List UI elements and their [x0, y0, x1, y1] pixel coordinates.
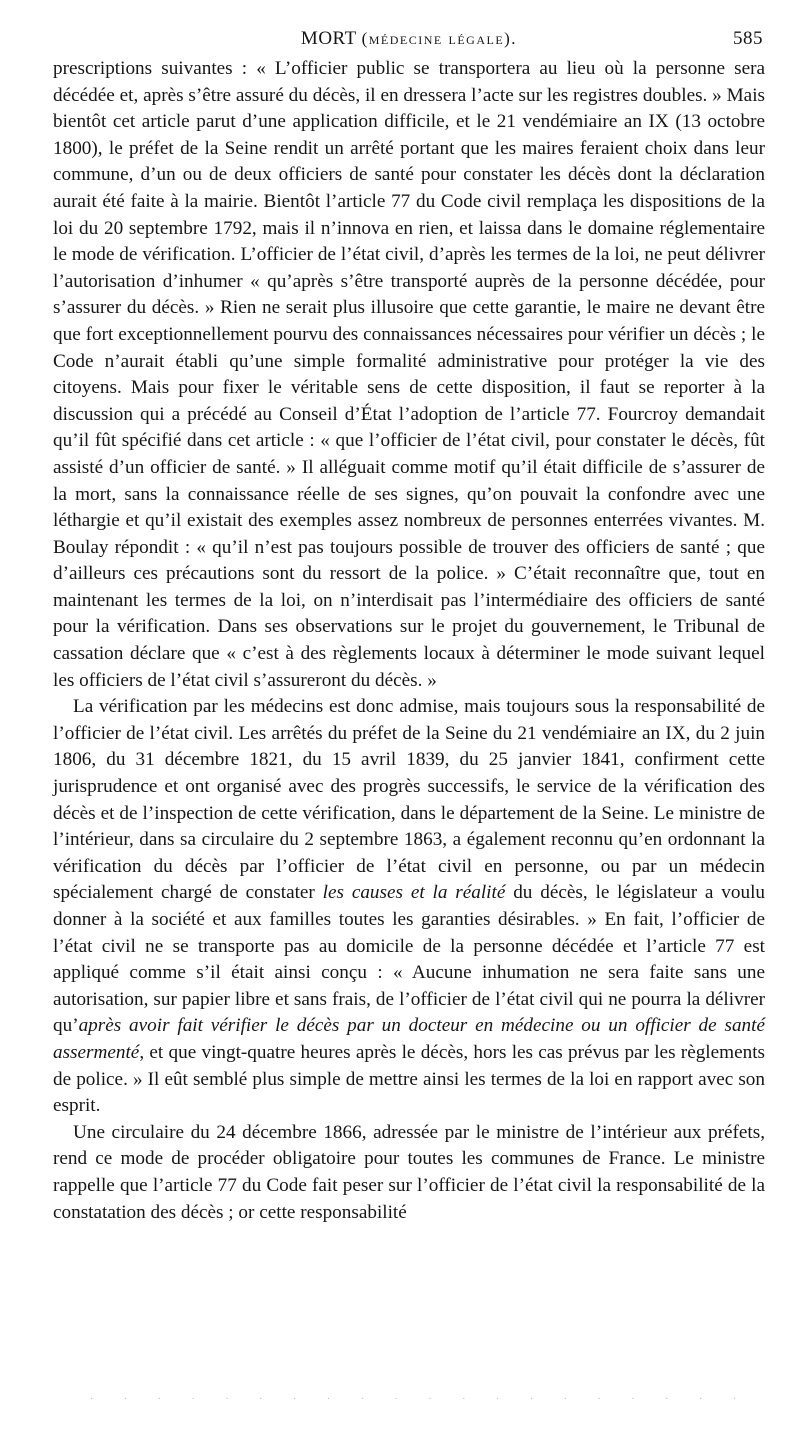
running-title-sub: (médecine légale). — [361, 29, 518, 48]
paragraph — [53, 1120, 765, 1226]
running-title — [53, 28, 765, 50]
paragraph — [53, 56, 765, 694]
page-number: 585 — [733, 28, 763, 49]
text-run: , et que vingt-quatre heures après le décès, hors les cas prévus par les règlements de police. » Il eût semblé plus simple de mettre ainsi les termes de la loi en rapport avec son esprit. — [53, 1041, 765, 1117]
italic-text: après avoir fait vérifier le décès par un docteur en médecine ou un officier de santé assermenté — [53, 1015, 765, 1063]
text-run: La vérification par les médecins est donc admise, mais toujours sous la responsabilité de l’officier de l’état civil. Les arrêtés du préfet de la Seine du 21 vendémiaire an IX, du 2 juin 1806, du 31 décembre 1821, du 15 avril 1839, du 25 janvier 1841, confirment cette jurisprudence et ont organisé avec des progrès successifs, le service de la vérification des décès et de l’inspection de cette vérification, dans le département de la Seine. Le ministre de l’intérieur, dans sa circulaire du 2 septembre 1863, a également reconnu qu’en ordonnant la vérification du décès par l’officier de l’état civil en personne, ou par un médecin spécialement chargé de constater — [53, 696, 765, 904]
scan-artifact-dots: · · · · · · · · · · · · · · · · · · · · — [90, 1394, 751, 1405]
paragraph — [53, 694, 765, 1120]
text-run: Une circulaire du 24 décembre 1866, adressée par le ministre de l’intérieur aux préfets, rend ce mode de procéder obligatoire pour toutes les communes de France. Le ministre rappelle que l’article 77 du Code fait peser sur l’officier de l’état civil la responsabilité de la constatation des décès ; or cette responsabilité — [53, 1121, 765, 1223]
italic-text: les causes et la réalité — [322, 882, 506, 904]
running-header — [53, 26, 765, 56]
running-title-main: MORT — [300, 28, 357, 49]
text-run: prescriptions suivantes : « L’officier public se transportera au lieu où la personne sera décédée et, après s’être assuré du décès, il en dressera l’acte sur les registres doubles. » Mais bientôt cet article parut d’une application difficile, et le 21 vendémiaire an IX (13 octobre 1800), le préfet de la Seine rendit un arrêté portant que les maires feraient choix dans leur commune, d’un ou de deux officiers de santé pour constater les décès dont la déclaration aurait été faite à la mairie. Bientôt l’article 77 du Code civil remplaça les dispositions de la loi du 20 septembre 1792, mais il n’innova en rien, et laissa dans le domaine réglementaire le mode de vérification. L’officier de l’état civil, d’après les termes de la loi, ne peut délivrer l’autorisation d’inhumer « qu’après s’être transporté auprès de la personne décédée, pour s’assurer du décès. » Rien ne serait plus illusoire que cette garantie, le maire ne devant être que fort exceptionnellement pourvu des connaissances nécessaires pour vérifier un décès ; le Code n’aurait établi qu’une simple formalité administrative pour protéger la vie des citoyens. Mais pour fixer le véritable sens de cette disposition, il faut se reporter à la discussion qui a précédé au Conseil d’État l’adoption de l’article 77. Fourcroy demandait qu’il fût spécifié dans cet article : « que l’officier de l’état civil, pour constater le décès, fût assisté d’un officier de santé. » Il alléguait comme motif qu’il était difficile de s’assurer de la mort, sans la connaissance réelle de ses signes, qu’on pouvait la confondre avec une léthargie et qu’il existait des exemples assez nombreux de personnes enterrées vivantes. M. Boulay répondit : « qu’il n’est pas toujours possible de trouver des officiers de santé ; que d’ailleurs ces précautions sont du ressort de la police. » C’était reconnaître que, tout en maintenant les termes de la loi, on n’interdisait pas l’intermédiaire des officiers de santé pour la vérification. Dans ses observations sur le projet du gouvernement, le Tribunal de cassation déclare que « c’est à des règlements locaux à déterminer le mode suivant lequel les officiers de l’état civil s’assureront du décès. » — [53, 58, 765, 691]
body-text — [53, 56, 765, 1226]
text-run: du décès, le législateur a voulu donner à la société et aux familles toutes les garanties désirables. » En fait, l’officier de l’état civil ne se transporte pas au domicile de la personne décédée et l’article 77 est appliqué comme s’il était ainsi conçu : « Aucune inhumation ne sera faite sans une autorisation, sur papier libre et sans frais, de l’officier de l’état civil qui ne pourra la délivrer qu’ — [53, 882, 765, 1037]
document-page — [53, 26, 765, 1226]
